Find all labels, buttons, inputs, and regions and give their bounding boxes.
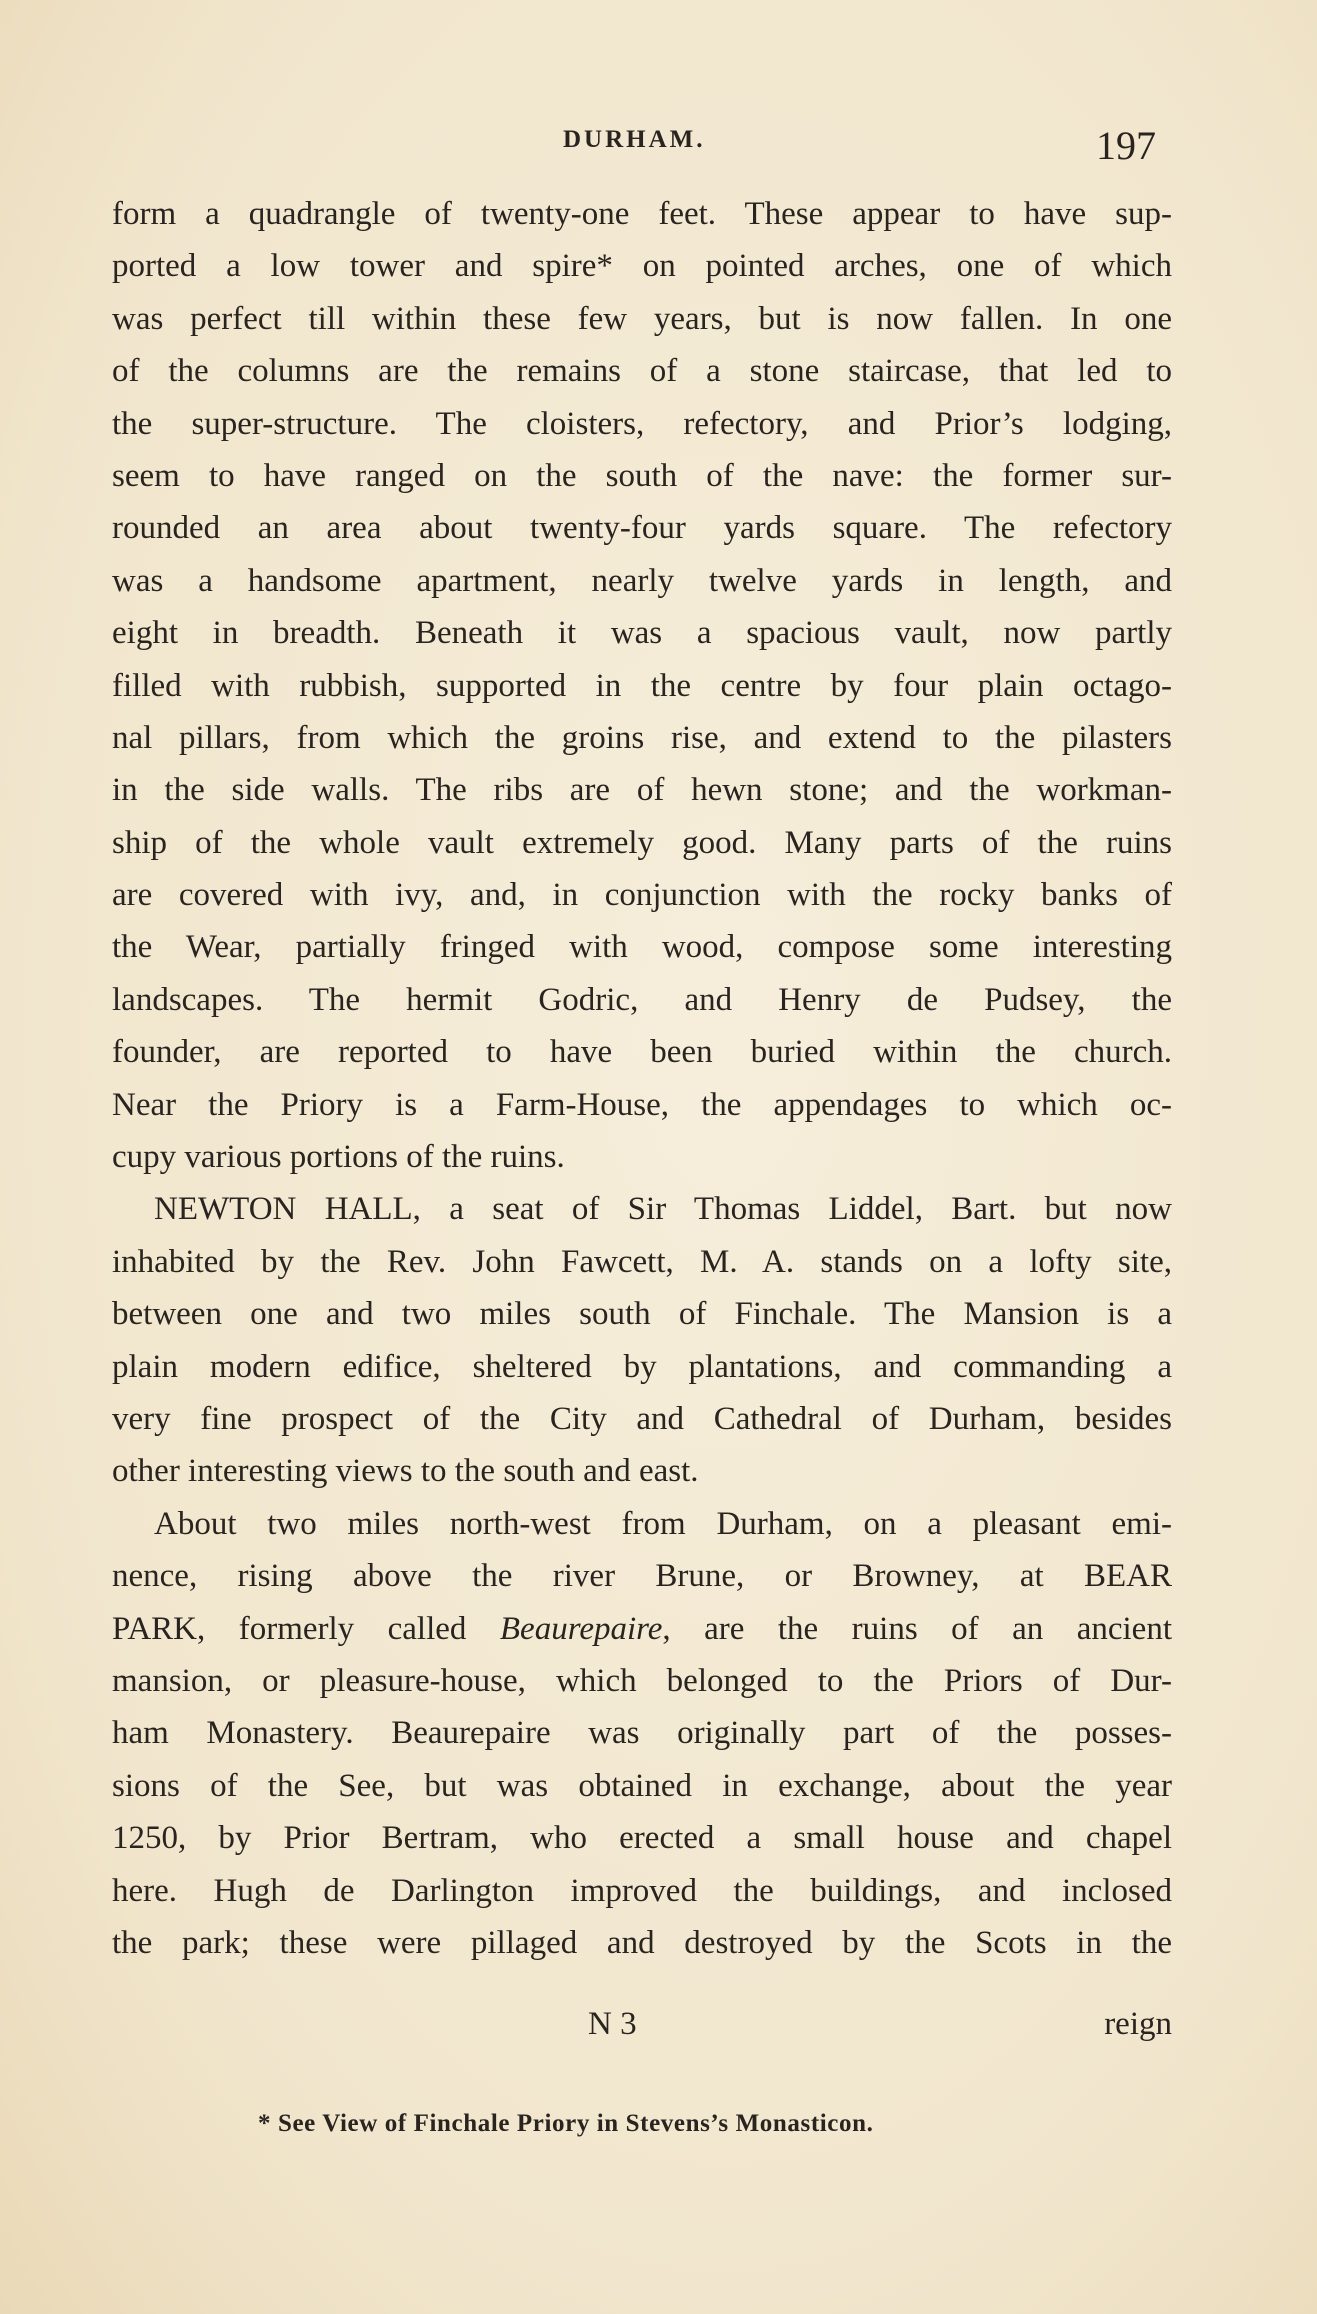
text-line: sions of the See, but was obtained in exchange, about the year	[112, 1767, 1172, 1804]
text-line: seem to have ranged on the south of the nave: the former sur-	[112, 457, 1172, 494]
text-line: founder, are reported to have been buried within the church.	[112, 1034, 1172, 1071]
signature-mark: N 3	[588, 2006, 637, 2042]
running-head	[0, 122, 1317, 172]
text-line: other interesting views to the south and east.	[112, 1453, 699, 1490]
text-line: NEWTON HALL, a seat of Sir Thomas Liddel, Bart. but now	[154, 1191, 1172, 1228]
text-line: ship of the whole vault extremely good. Many parts of the ruins	[112, 824, 1172, 861]
text-line: nence, rising above the river Brune, or Browney, at BEAR	[112, 1558, 1172, 1595]
text-line: the Wear, partially fringed with wood, compose some interesting	[112, 929, 1172, 966]
text-line: was a handsome apartment, nearly twelve yards in length, and	[112, 562, 1172, 599]
catchline	[112, 1998, 1172, 2050]
text-line: very fine prospect of the City and Cathedral of Durham, besides	[112, 1400, 1172, 1437]
page-number: 197	[1096, 123, 1156, 168]
catchword: reign	[1104, 2006, 1172, 2042]
body-text	[112, 188, 1172, 1969]
italic-name: Beaurepaire	[499, 1610, 663, 1647]
text-line: inhabited by the Rev. John Fawcett, M. A. stands on a lofty site,	[112, 1243, 1172, 1280]
text-line: of the columns are the remains of a stone staircase, that led to	[112, 353, 1172, 390]
text-line: Near the Priory is a Farm-House, the appendages to which oc-	[112, 1086, 1172, 1123]
text-line: was perfect till within these few years, but is now fallen. In one	[112, 300, 1172, 337]
text-line: ham Monastery. Beaurepaire was originally part of the posses-	[112, 1715, 1172, 1752]
text-line: plain modern edifice, sheltered by plantations, and commanding a	[112, 1348, 1172, 1385]
text-line: filled with rubbish, supported in the centre by four plain octago-	[112, 667, 1172, 704]
text-line: eight in breadth. Beneath it was a spacious vault, now partly	[112, 615, 1172, 652]
footnote: * See View of Finchale Priory in Stevens’s Monasticon.	[258, 2110, 874, 2137]
text-line: form a quadrangle of twenty-one feet. These appear to have sup-	[112, 196, 1172, 232]
text-line: between one and two miles south of Finchale. The Mansion is a	[112, 1296, 1172, 1333]
text-line: the super-structure. The cloisters, refectory, and Prior’s lodging,	[112, 405, 1172, 442]
text-line: landscapes. The hermit Godric, and Henry de Pudsey, the	[112, 981, 1172, 1018]
text-line: the park; these were pillaged and destroyed by the Scots in the	[112, 1924, 1172, 1961]
text-line: here. Hugh de Darlington improved the buildings, and inclosed	[112, 1872, 1172, 1909]
text-line: 1250, by Prior Bertram, who erected a small house and chapel	[112, 1820, 1172, 1857]
text-line: rounded an area about twenty-four yards square. The refectory	[112, 510, 1172, 547]
text-line: ported a low tower and spire* on pointed arches, one of which	[112, 248, 1172, 285]
text-line: cupy various portions of the ruins.	[112, 1139, 565, 1176]
text-line: About two miles north-west from Durham, on a pleasant emi-	[154, 1505, 1172, 1542]
text-line: PARK, formerly called Beaurepaire, are the ruins of an ancient	[112, 1610, 1172, 1647]
text-line: in the side walls. The ribs are of hewn stone; and the workman-	[112, 772, 1172, 809]
running-title: DURHAM.	[563, 126, 706, 153]
text-line: mansion, or pleasure-house, which belonged to the Priors of Dur-	[112, 1662, 1172, 1699]
text-line: nal pillars, from which the groins rise, and extend to the pilasters	[112, 719, 1172, 756]
text-line: are covered with ivy, and, in conjunction with the rocky banks of	[112, 877, 1172, 914]
